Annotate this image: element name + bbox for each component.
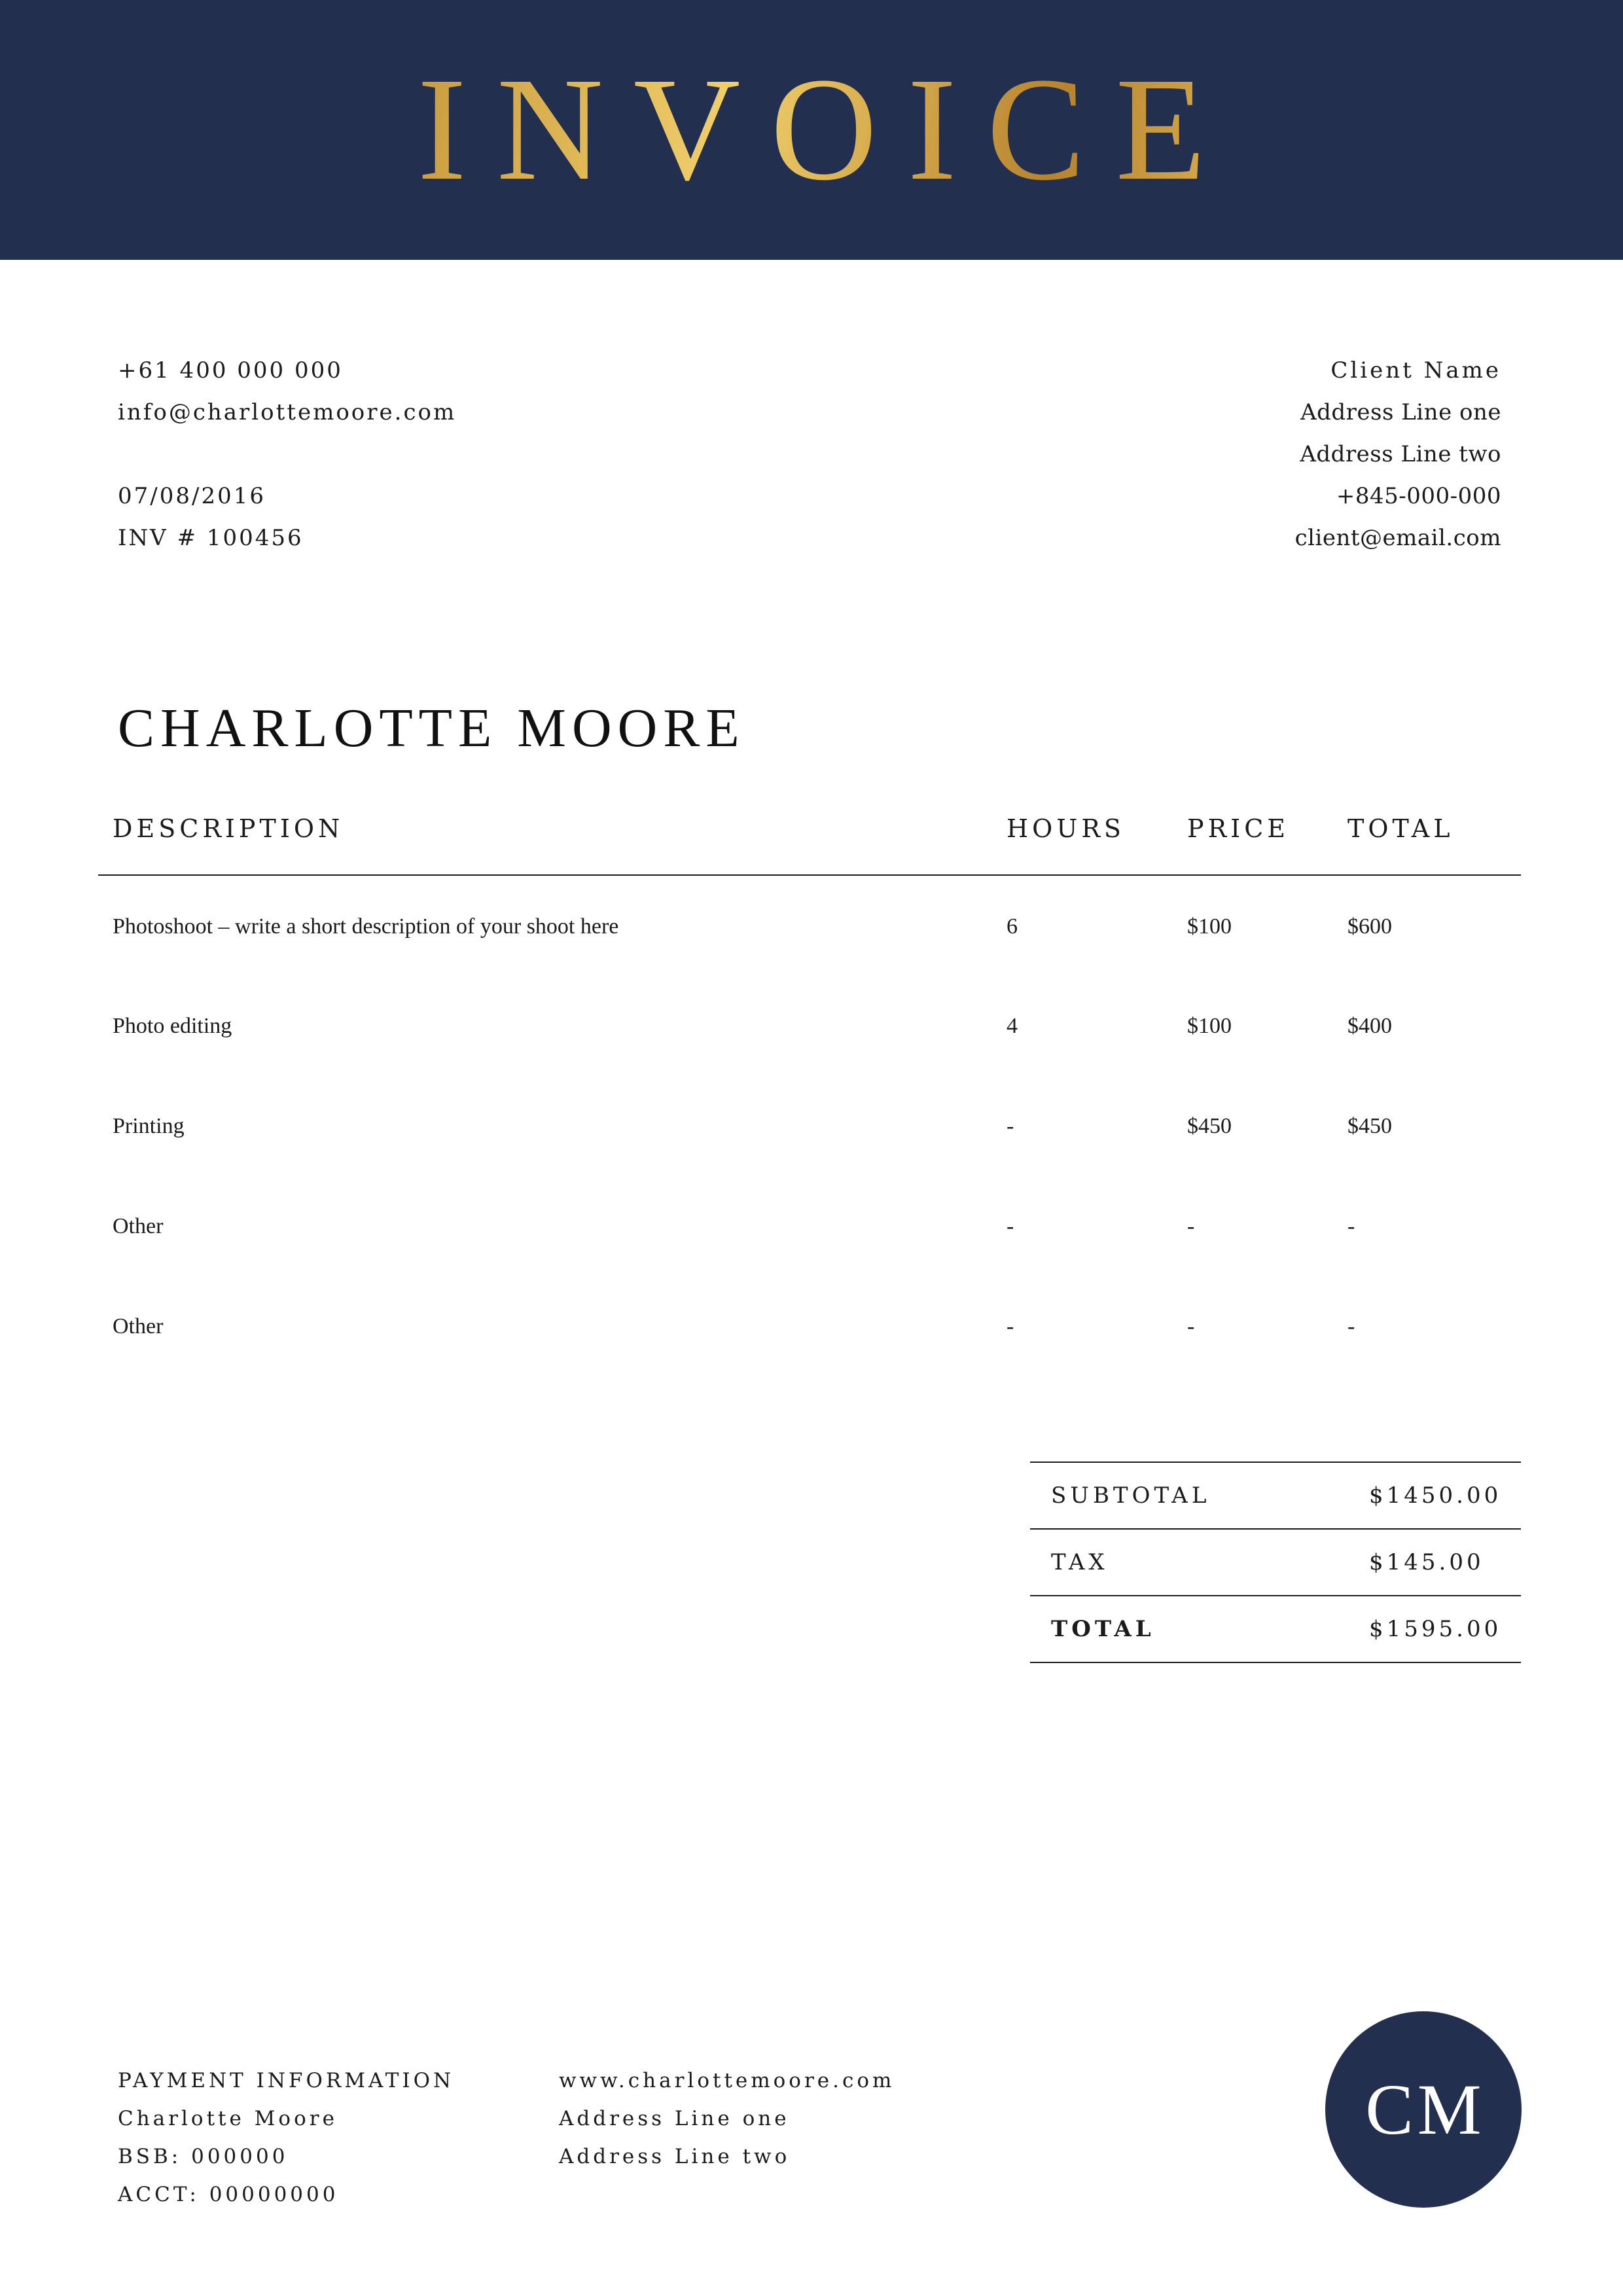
row-hours: 4	[1007, 1014, 1018, 1038]
row-description: Printing	[113, 1114, 185, 1138]
row-price: $100	[1187, 1014, 1232, 1038]
payment-information	[118, 2062, 454, 2214]
total-row	[1030, 1595, 1521, 1663]
row-description: Photoshoot – write a short description of your shoot here	[113, 914, 619, 939]
column-header-hours: HOURS	[1007, 814, 1125, 843]
sender-phone: +61 400 000 000	[118, 357, 343, 384]
sender-info	[118, 350, 456, 559]
table-row	[0, 1307, 1623, 1346]
client-address-line-2: Address Line two	[1300, 441, 1501, 467]
tax-value: $145.00	[1369, 1549, 1484, 1575]
payment-bsb: BSB: 000000	[118, 2145, 289, 2168]
subtotal-label: SUBTOTAL	[1051, 1482, 1211, 1509]
monogram-logo: CM	[1325, 2011, 1522, 2208]
spacer	[118, 433, 456, 475]
table-row	[0, 1107, 1623, 1146]
table-row	[0, 907, 1623, 946]
client-name: Client Name	[1330, 357, 1501, 384]
row-hours: -	[1007, 1214, 1014, 1238]
tax-row	[1030, 1528, 1521, 1595]
subtotal-value: $1450.00	[1369, 1482, 1502, 1509]
row-hours: -	[1007, 1314, 1014, 1338]
table-row	[0, 1007, 1623, 1046]
row-total: -	[1347, 1314, 1355, 1338]
footer-address-line-2: Address Line two	[559, 2145, 791, 2168]
row-description: Photo editing	[113, 1014, 232, 1038]
payment-heading: PAYMENT INFORMATION	[118, 2069, 455, 2092]
business-name: CHARLOTTE MOORE	[118, 698, 745, 759]
total-label: TOTAL	[1051, 1616, 1155, 1642]
row-description: Other	[113, 1214, 164, 1238]
row-hours: 6	[1007, 914, 1018, 939]
column-header-total: TOTAL	[1347, 814, 1454, 843]
subtotal-row	[1030, 1462, 1521, 1528]
column-header-description: DESCRIPTION	[113, 814, 344, 843]
row-price: $100	[1187, 914, 1232, 939]
client-address-line-1: Address Line one	[1300, 399, 1501, 425]
total-value: $1595.00	[1369, 1616, 1502, 1642]
payment-name: Charlotte Moore	[118, 2107, 338, 2130]
row-hours: -	[1007, 1114, 1014, 1138]
header-divider	[98, 874, 1521, 876]
row-total: $450	[1347, 1114, 1392, 1138]
client-info	[1295, 350, 1501, 559]
row-total: $400	[1347, 1014, 1392, 1038]
tax-label: TAX	[1051, 1549, 1109, 1575]
sender-email: info@charlottemoore.com	[118, 399, 457, 425]
row-price: -	[1187, 1214, 1195, 1238]
totals-summary	[1030, 1462, 1521, 1663]
payment-account: ACCT: 00000000	[118, 2183, 339, 2206]
column-header-price: PRICE	[1187, 814, 1290, 843]
row-description: Other	[113, 1314, 164, 1338]
row-total: $600	[1347, 914, 1392, 939]
footer-address-line-1: Address Line one	[559, 2107, 790, 2130]
header-band	[0, 0, 1623, 260]
invoice-title: INVOICE	[0, 55, 1623, 203]
row-total: -	[1347, 1214, 1355, 1238]
invoice-date: 07/08/2016	[118, 483, 266, 509]
client-phone: +845-000-000	[1336, 483, 1501, 509]
invoice-number: INV # 100456	[118, 525, 304, 551]
website-link[interactable]: www.charlottemoore.com	[559, 2069, 895, 2092]
row-price: $450	[1187, 1114, 1232, 1138]
row-price: -	[1187, 1314, 1195, 1338]
client-email: client@email.com	[1294, 525, 1501, 551]
footer-contact	[559, 2062, 895, 2176]
table-row	[0, 1207, 1623, 1246]
